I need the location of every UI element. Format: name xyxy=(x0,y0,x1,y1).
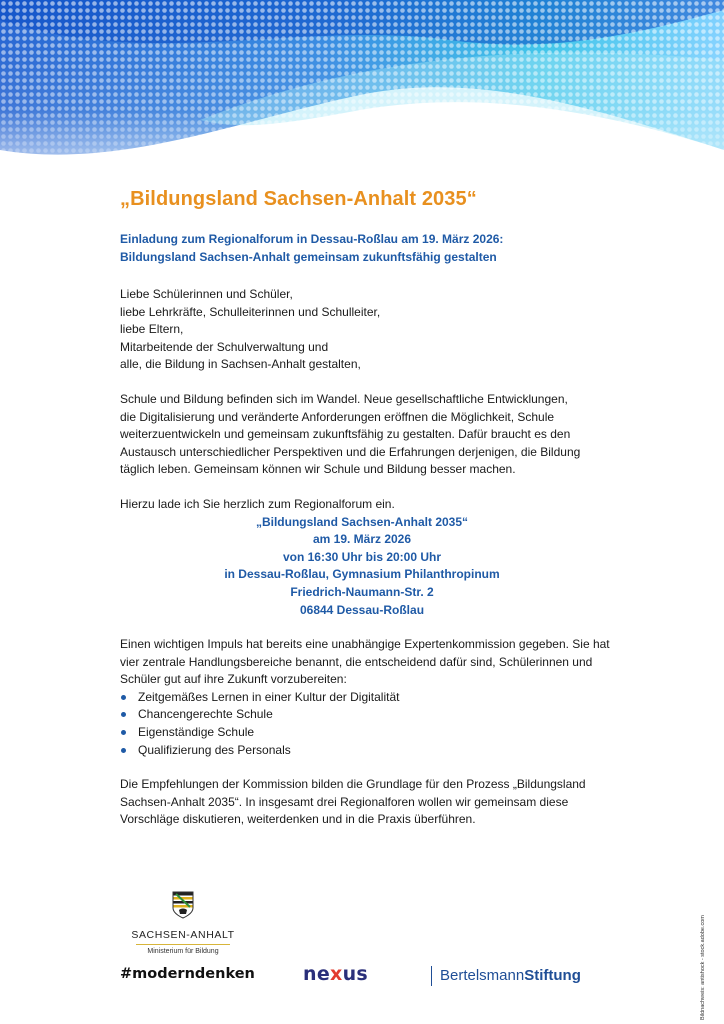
nexus-logo-part: us xyxy=(342,963,369,985)
event-date: am 19. März 2026 xyxy=(312,532,412,547)
invite-line: Hierzu lade ich Sie herzlich zum Regionalforum ein. xyxy=(120,496,395,511)
salutation-line: Liebe Schülerinnen und Schüler, xyxy=(120,287,293,301)
paragraph-line: Austausch unterschiedlicher Perspektiven und die Erfahrungen derjenigen, die Bildung xyxy=(120,444,581,459)
paragraph-line: täglich leben. Gemeinsam können wir Schule und Bildung besser machen. xyxy=(120,462,516,477)
page-title: „Bildungsland Sachsen-Anhalt 2035“ xyxy=(120,188,477,210)
paragraph-line: Sachsen-Anhalt 2035“. In insgesamt drei Regionalforen wollen wir gemeinsam diese xyxy=(120,794,569,809)
event-city: 06844 Dessau-Roßlau xyxy=(299,602,425,617)
salutation-line: alle, die Bildung in Sachsen-Anhalt gestalten, xyxy=(120,357,361,372)
hashtag-moderndenken: #moderndenken xyxy=(120,966,255,982)
salutation-line: liebe Eltern, xyxy=(120,322,184,337)
list-item xyxy=(120,689,610,707)
salutation xyxy=(120,286,610,374)
paragraph-line: weiterzuentwickeln und gemeinsam zukunftsfähig zu gestalten. Dafür braucht es den xyxy=(120,427,571,442)
list-item xyxy=(120,742,610,760)
list-item-text: Qualifizierung des Personals xyxy=(138,742,291,757)
event-time: von 16:30 Uhr bis 20:00 Uhr xyxy=(282,549,442,564)
coat-of-arms-icon xyxy=(170,890,196,920)
salutation-line: liebe Lehrkräfte, Schulleiterinnen und Schulleiter, xyxy=(120,304,381,319)
list-item-text: Eigenständige Schule xyxy=(138,725,255,740)
header-halftone-wave-graphic xyxy=(0,0,724,200)
bullet-icon xyxy=(121,730,126,735)
list-item-text: Chancengerechte Schule xyxy=(138,707,273,722)
action-areas-list xyxy=(120,689,610,759)
event-details xyxy=(120,514,604,620)
salutation-line: Mitarbeitende der Schulverwaltung und xyxy=(120,339,329,354)
nexus-logo-x: x xyxy=(330,963,343,985)
paragraph-line: Schule und Bildung befinden sich im Wandel. Neue gesellschaftliche Entwicklungen, xyxy=(120,391,568,406)
paragraph-line: die Digitalisierung und veränderte Anforderungen eröffnen die Möglichkeit, Schule xyxy=(120,409,555,424)
paragraph-line: Schüler gut auf ihre Zukunft vorzubereiten: xyxy=(120,672,347,687)
ministry-subtitle: Ministerium für Bildung xyxy=(147,948,219,955)
event-venue: in Dessau-Roßlau, Gymnasium Philanthropinum xyxy=(224,567,500,582)
nexus-logo-part: ne xyxy=(303,963,331,985)
bullet-icon xyxy=(121,712,126,717)
intro-paragraph xyxy=(120,391,610,479)
paragraph-line: Die Empfehlungen der Kommission bilden die Grundlage für den Prozess „Bildungsland xyxy=(120,777,586,792)
bullet-icon xyxy=(121,695,126,700)
subtitle-line: Einladung zum Regionalforum in Dessau-Roßlau am 19. März 2026: xyxy=(120,232,504,246)
bertelsmann-logo xyxy=(431,966,581,986)
image-credit: Bildnachweis: antishock - stock.adobe.com xyxy=(700,915,706,1020)
commission-paragraph xyxy=(120,636,610,759)
bertelsmann-logo-bold: Stiftung xyxy=(524,967,581,984)
ministry-logo xyxy=(128,890,238,955)
list-item-text: Zeitgemäßes Lernen in einer Kultur der Digitalität xyxy=(138,689,400,704)
subtitle-line: Bildungsland Sachsen-Anhalt gemeinsam zukunftsfähig gestalten xyxy=(120,250,497,264)
letter-body xyxy=(120,186,610,829)
ministry-divider xyxy=(136,944,230,945)
invitation-subtitle xyxy=(120,230,610,266)
paragraph-line: vier zentrale Handlungsbereiche benannt, die entscheidend dafür sind, Schülerinnen und xyxy=(120,654,593,669)
invite-section xyxy=(120,496,610,619)
paragraph-line: Einen wichtigen Impuls hat bereits eine unabhängige Expertenkommission gegeben. Sie hat xyxy=(120,637,610,652)
nexus-logo xyxy=(303,963,368,985)
ministry-state-name: SACHSEN-ANHALT xyxy=(131,929,235,941)
bertelsmann-logo-part: Bertelsmann xyxy=(440,967,525,984)
list-item xyxy=(120,706,610,724)
list-item xyxy=(120,724,610,742)
event-name: „Bildungsland Sachsen-Anhalt 2035“ xyxy=(255,514,469,529)
paragraph-line: Vorschläge diskutieren, weiterdenken und in die Praxis überführen. xyxy=(120,812,476,827)
closing-paragraph xyxy=(120,776,610,829)
event-street: Friedrich-Naumann-Str. 2 xyxy=(290,584,434,599)
bullet-icon xyxy=(121,748,126,753)
